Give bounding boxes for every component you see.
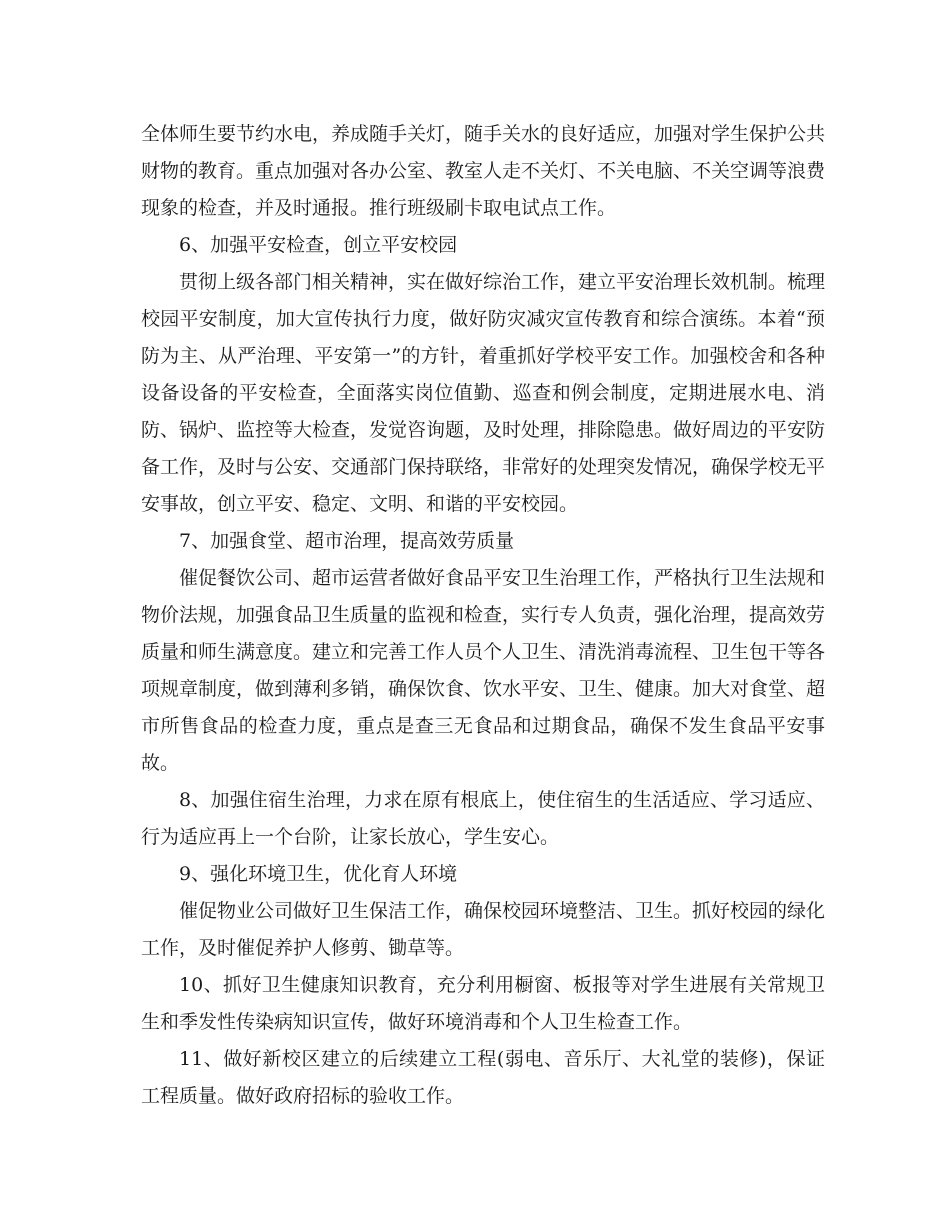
heading-item-9-environment: 9、强化环境卫生，优化育人环境 <box>179 863 458 885</box>
paragraph-cleaning-greening: 催促物业公司做好卫生保洁工作，确保校园环境整洁、卫生。抓好校园的绿化工作，及时催促养护人修剪、锄草等。 <box>141 900 826 959</box>
document-body <box>141 116 825 1115</box>
paragraph-item-11-new-campus: 11、做好新校区建立的后续建立工程(弱电、音乐厅、大礼堂的装修)，保证工程质量。做好政府招标的验收工作。 <box>141 1048 825 1107</box>
heading-item-7-canteen-supermarket: 7、加强食堂、超市治理，提高效劳质量 <box>179 530 515 552</box>
paragraph-item-10-health-education: 10、抓好卫生健康知识教育，充分利用橱窗、板报等对学生进展有关常规卫生和季发性传染病知识宣传，做好环境消毒和个人卫生检查工作。 <box>141 974 825 1033</box>
paragraph-safety-campus: 贯彻上级各部门相关精神，实在做好综治工作，建立平安治理长效机制。梳理校园平安制度，加大宣传执行力度，做好防灾减灾宣传教育和综合演练。本着“预防为主、从严治理、平安第一”的方针，着重抓好学校平安工作。加强校舍和各种设备设备的平安检查，全面落实岗位值勤、巡查和例会制度，定期进展水电、消防、锅炉、监控等大检查，发觉咨询题，及时处理，排除隐患。做好周边的平安防备工作，及时与公安、交通部门保持联络，非常好的处理突发情况，确保学校无平安事故，创立平安、稳定、文明、和谐的平安校园。 <box>141 271 826 515</box>
paragraph-energy-saving: 全体师生要节约水电，养成随手关灯，随手关水的良好适应，加强对学生保护公共财物的教育。重点加强对各办公室、教室人走不关灯、不关电脑、不关空调等浪费现象的检查，并及时通报。推行班级刷卡取电试点工作。 <box>141 123 826 219</box>
paragraph-item-8-boarding: 8、加强住宿生治理，力求在原有根底上，使住宿生的生活适应、学习适应、行为适应再上一个台阶，让家长放心，学生安心。 <box>141 789 825 848</box>
heading-item-6-safety-inspection: 6、加强平安检查，创立平安校园 <box>179 234 458 256</box>
paragraph-food-safety: 催促餐饮公司、超市运营者做好食品平安卫生治理工作，严格执行卫生法规和物价法规，加强食品卫生质量的监视和检查，实行专人负责，强化治理，提高效劳质量和师生满意度。建立和完善工作人员个人卫生、清洗消毒流程、卫生包干等各项规章制度，做到薄利多销，确保饮食、饮水平安、卫生、健康。加大对食堂、超市所售食品的检查力度，重点是查三无食品和过期食品，确保不发生食品平安事故。 <box>141 567 826 774</box>
